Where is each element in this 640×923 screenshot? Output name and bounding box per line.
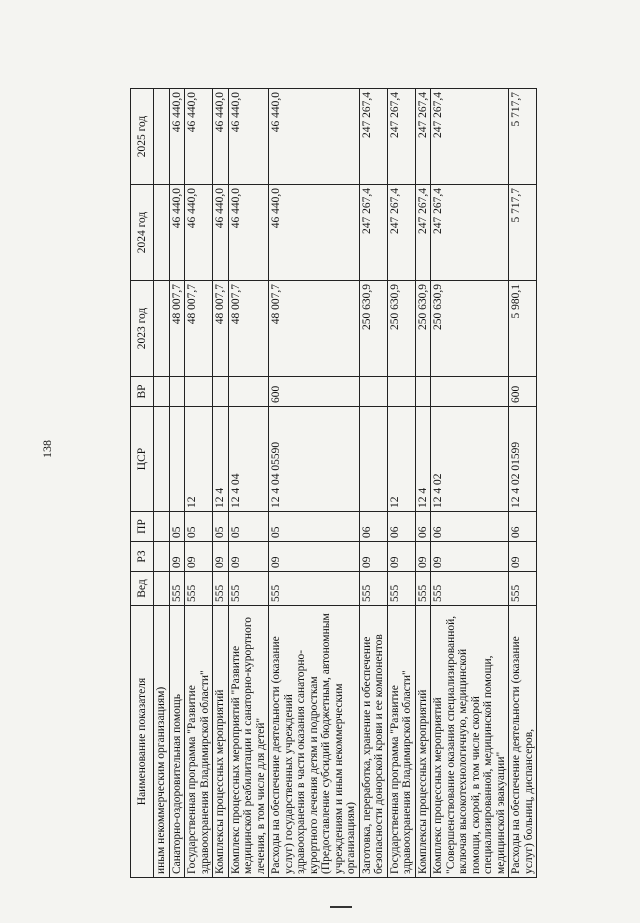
cell-vr: 600 [269,377,360,407]
cell-vr [185,377,213,407]
cell-pr: 05 [213,512,229,542]
table-row [269,89,360,878]
cell-2025: 46 440,0 [269,89,360,185]
cell-csr: 12 4 02 01599 [509,407,537,512]
cell-name: Расходы на обеспечение деятельности (оказание услуг) государственных учреждений здравоохранения в части оказания санаторно-курортного лечения детям и подросткам (Предоставление субсидий бюджетным, автономным учреждениям и иным некоммерческим организациям) [269,606,360,878]
header-name: Наименование показателя [131,606,154,878]
cell-2023: 250 630,9 [359,281,387,377]
cell-csr [169,407,185,512]
cell-vr: 600 [509,377,537,407]
table-row [154,89,170,878]
cell-pr: 05 [228,512,269,542]
cell-ved: 555 [213,572,229,606]
cell-vr [431,377,509,407]
rotated-table-container [130,88,610,878]
cell-csr: 12 4 [415,407,431,512]
header-csr: ЦСР [131,407,154,512]
cell-name: Комплексы процессных мероприятий [415,606,431,878]
table-row [213,89,229,878]
cell-rz: 09 [269,542,360,572]
cell-2025: 5 717,7 [509,89,537,185]
cell-pr: 06 [509,512,537,542]
cell-vr [415,377,431,407]
cell-ved: 555 [169,572,185,606]
cell-vr [213,377,229,407]
cell-2025 [154,89,170,185]
cell-2024: 247 267,4 [415,185,431,281]
cell-2025: 247 267,4 [431,89,509,185]
header-2025: 2025 год [131,89,154,185]
cell-csr: 12 4 04 05590 [269,407,360,512]
cell-ved: 555 [415,572,431,606]
cell-2025: 247 267,4 [415,89,431,185]
cell-2024: 46 440,0 [169,185,185,281]
cell-csr: 12 [387,407,415,512]
cell-2023: 250 630,9 [387,281,415,377]
cell-rz: 09 [169,542,185,572]
table-row [359,89,387,878]
cell-rz: 09 [228,542,269,572]
cell-ved: 555 [269,572,360,606]
cell-csr [359,407,387,512]
cell-name: Санаторно-оздоровительная помощь [169,606,185,878]
cell-rz: 09 [509,542,537,572]
cell-rz: 09 [185,542,213,572]
table-header-row [131,89,154,878]
cell-2023: 48 007,7 [228,281,269,377]
cell-pr [154,512,170,542]
cell-name: Государственная программа "Развитие здравоохранения Владимирской области" [185,606,213,878]
cell-2024: 46 440,0 [213,185,229,281]
table-row [415,89,431,878]
cell-ved: 555 [359,572,387,606]
cell-ved: 555 [509,572,537,606]
cell-2024: 247 267,4 [387,185,415,281]
cell-2024: 247 267,4 [431,185,509,281]
cell-2024: 46 440,0 [228,185,269,281]
cell-2025: 46 440,0 [169,89,185,185]
table-row [228,89,269,878]
cell-ved: 555 [228,572,269,606]
cell-2024: 247 267,4 [359,185,387,281]
cell-vr [387,377,415,407]
cell-rz: 09 [387,542,415,572]
cell-2025: 247 267,4 [359,89,387,185]
cell-2025: 46 440,0 [213,89,229,185]
cell-name: Комплексы процессных мероприятий [213,606,229,878]
cell-2023: 48 007,7 [185,281,213,377]
header-vr: ВР [131,377,154,407]
table-row [169,89,185,878]
cell-2023: 48 007,7 [213,281,229,377]
cell-pr: 06 [415,512,431,542]
header-ved: Вед [131,572,154,606]
cell-2025: 46 440,0 [185,89,213,185]
cell-vr [169,377,185,407]
cell-ved [154,572,170,606]
cell-rz: 09 [359,542,387,572]
cell-name: Заготовка, переработка, хранение и обеспечение безопасности донорской крови и ее компонентов [359,606,387,878]
header-pr: ПР [131,512,154,542]
cell-name: Государственная программа "Развитие здравоохранения Владимирской области" [387,606,415,878]
header-2023: 2023 год [131,281,154,377]
cell-pr: 06 [431,512,509,542]
cell-csr: 12 4 [213,407,229,512]
cell-ved: 555 [387,572,415,606]
cell-rz: 09 [213,542,229,572]
cell-name: Расходы на обеспечение деятельности (оказание услуг) больниц, диспансеров, [509,606,537,878]
cell-pr: 05 [269,512,360,542]
scan-mark [330,906,352,908]
cell-csr [154,407,170,512]
cell-2024: 46 440,0 [269,185,360,281]
cell-2024: 5 717,7 [509,185,537,281]
cell-2023: 48 007,7 [169,281,185,377]
cell-name: Комплекс процессных мероприятий "Совершенствование оказания специализированной, включая высокотехнологичную, медицинской помощи, скорой, в том числе скорой специализированной, медицинской помощи, медицинской эвакуации" [431,606,509,878]
cell-name: иным некоммерческим организациям) [154,606,170,878]
header-rz: РЗ [131,542,154,572]
cell-2023: 5 980,1 [509,281,537,377]
cell-2024 [154,185,170,281]
table-body [154,89,537,878]
cell-pr: 06 [359,512,387,542]
cell-rz: 09 [415,542,431,572]
cell-2025: 46 440,0 [228,89,269,185]
cell-2023: 250 630,9 [431,281,509,377]
cell-vr [154,377,170,407]
cell-2023: 48 007,7 [269,281,360,377]
cell-csr: 12 [185,407,213,512]
cell-rz: 09 [431,542,509,572]
cell-vr [359,377,387,407]
cell-ved: 555 [431,572,509,606]
table-row [185,89,213,878]
cell-2025: 247 267,4 [387,89,415,185]
page-number: 138 [40,440,54,458]
budget-table [130,88,537,878]
cell-2024: 46 440,0 [185,185,213,281]
cell-pr: 05 [169,512,185,542]
cell-name: Комплекс процессных мероприятий "Развитие медицинской реабилитации и санаторно-курортного лечения, в том числе для детей" [228,606,269,878]
table-row [431,89,509,878]
cell-rz [154,542,170,572]
cell-ved: 555 [185,572,213,606]
cell-pr: 06 [387,512,415,542]
cell-2023 [154,281,170,377]
cell-csr: 12 4 04 [228,407,269,512]
table-row [387,89,415,878]
cell-pr: 05 [185,512,213,542]
cell-csr: 12 4 02 [431,407,509,512]
header-2024: 2024 год [131,185,154,281]
cell-2023: 250 630,9 [415,281,431,377]
table-row [509,89,537,878]
cell-vr [228,377,269,407]
